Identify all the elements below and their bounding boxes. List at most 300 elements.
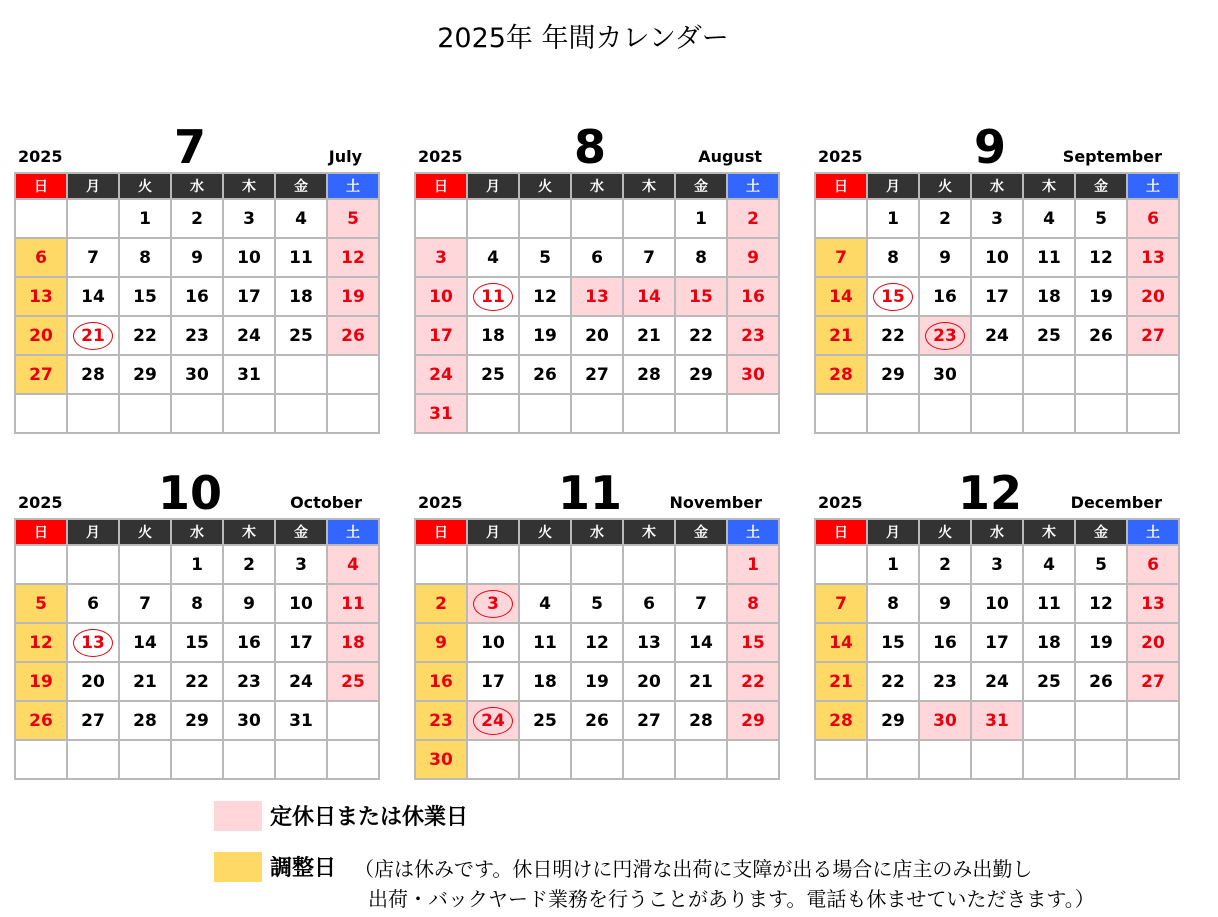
day-cell — [67, 545, 119, 584]
weekday-header: 土 — [1127, 173, 1179, 199]
day-cell: 2 — [919, 199, 971, 238]
day-cell: 17 — [275, 623, 327, 662]
day-cell: 27 — [623, 701, 675, 740]
week-row — [15, 740, 379, 779]
month-header — [814, 466, 1166, 518]
day-cell — [223, 740, 275, 779]
day-cell — [623, 740, 675, 779]
day-cell: 4 — [519, 584, 571, 623]
week-row — [15, 394, 379, 433]
day-cell — [1127, 701, 1179, 740]
day-cell — [467, 277, 519, 316]
day-cell: 6 — [15, 238, 67, 277]
weekday-header: 日 — [815, 173, 867, 199]
month-header — [814, 120, 1166, 172]
day-cell: 18 — [1023, 623, 1075, 662]
week-row — [415, 238, 779, 277]
weekday-header: 火 — [919, 173, 971, 199]
week-row — [15, 662, 379, 701]
month-number: 8 — [573, 120, 606, 174]
day-cell — [519, 394, 571, 433]
day-cell: 5 — [1075, 545, 1127, 584]
day-cell: 23 — [727, 316, 779, 355]
day-cell — [675, 394, 727, 433]
week-row — [815, 662, 1179, 701]
weekday-header: 日 — [415, 173, 467, 199]
day-cell: 27 — [571, 355, 623, 394]
calendar-grid — [14, 172, 380, 434]
circled-day: 15 — [873, 283, 913, 311]
weekday-header: 土 — [727, 519, 779, 545]
day-cell: 11 — [327, 584, 379, 623]
day-cell: 20 — [1127, 277, 1179, 316]
day-cell — [67, 740, 119, 779]
day-cell — [1023, 740, 1075, 779]
day-cell: 5 — [327, 199, 379, 238]
day-cell: 12 — [1075, 238, 1127, 277]
weekday-header: 月 — [467, 519, 519, 545]
weekday-header: 水 — [971, 519, 1023, 545]
day-cell: 24 — [223, 316, 275, 355]
day-cell: 25 — [1023, 316, 1075, 355]
day-cell: 3 — [415, 238, 467, 277]
day-cell: 2 — [727, 199, 779, 238]
day-cell: 3 — [275, 545, 327, 584]
day-cell: 28 — [815, 355, 867, 394]
day-cell: 5 — [571, 584, 623, 623]
week-row — [815, 740, 1179, 779]
week-row — [415, 316, 779, 355]
day-cell — [867, 394, 919, 433]
day-cell: 1 — [867, 199, 919, 238]
day-cell — [971, 394, 1023, 433]
circled-day: 11 — [473, 283, 513, 311]
day-cell: 13 — [571, 277, 623, 316]
day-cell — [1127, 394, 1179, 433]
week-row — [15, 277, 379, 316]
day-cell: 24 — [971, 662, 1023, 701]
day-cell — [623, 199, 675, 238]
weekday-header: 金 — [1075, 173, 1127, 199]
day-cell: 5 — [15, 584, 67, 623]
day-cell: 12 — [519, 277, 571, 316]
circled-day: 23 — [925, 322, 965, 350]
day-cell: 3 — [971, 545, 1023, 584]
week-row — [415, 277, 779, 316]
day-cell: 10 — [971, 584, 1023, 623]
day-cell — [815, 394, 867, 433]
day-cell: 18 — [275, 277, 327, 316]
day-cell — [327, 701, 379, 740]
day-cell: 5 — [1075, 199, 1127, 238]
day-cell: 17 — [415, 316, 467, 355]
month-number: 12 — [957, 466, 1022, 520]
day-cell — [467, 199, 519, 238]
weekday-header: 日 — [15, 173, 67, 199]
day-cell: 25 — [327, 662, 379, 701]
day-cell: 27 — [1127, 662, 1179, 701]
day-cell: 23 — [919, 662, 971, 701]
weekday-header: 火 — [519, 519, 571, 545]
day-cell: 20 — [1127, 623, 1179, 662]
day-cell: 31 — [971, 701, 1023, 740]
day-cell: 22 — [171, 662, 223, 701]
day-cell: 26 — [1075, 316, 1127, 355]
circled-day: 13 — [73, 629, 113, 657]
day-cell — [571, 545, 623, 584]
day-cell — [327, 394, 379, 433]
day-cell: 25 — [1023, 662, 1075, 701]
day-cell — [119, 740, 171, 779]
day-cell: 25 — [519, 701, 571, 740]
weekday-header: 火 — [519, 173, 571, 199]
day-cell: 27 — [1127, 316, 1179, 355]
day-cell: 27 — [67, 701, 119, 740]
day-cell: 21 — [119, 662, 171, 701]
day-cell: 23 — [415, 701, 467, 740]
day-cell: 26 — [1075, 662, 1127, 701]
day-cell: 22 — [867, 316, 919, 355]
day-cell: 15 — [119, 277, 171, 316]
month-english-name: November — [669, 493, 762, 512]
day-cell: 29 — [119, 355, 171, 394]
weekday-header: 水 — [971, 173, 1023, 199]
day-cell: 14 — [119, 623, 171, 662]
day-cell: 7 — [119, 584, 171, 623]
day-cell: 13 — [1127, 238, 1179, 277]
day-cell: 2 — [223, 545, 275, 584]
year-label: 2025 — [418, 147, 463, 166]
day-cell — [467, 740, 519, 779]
weekday-header: 日 — [415, 519, 467, 545]
day-cell: 31 — [275, 701, 327, 740]
week-row — [15, 701, 379, 740]
calendar-grid — [414, 518, 780, 780]
day-cell — [971, 355, 1023, 394]
month-number: 11 — [557, 466, 622, 520]
day-cell: 13 — [15, 277, 67, 316]
year-label: 2025 — [18, 147, 63, 166]
day-cell: 22 — [675, 316, 727, 355]
day-cell — [415, 199, 467, 238]
day-cell — [467, 701, 519, 740]
weekday-header: 月 — [67, 173, 119, 199]
day-cell: 6 — [67, 584, 119, 623]
day-cell: 12 — [1075, 584, 1127, 623]
day-cell: 1 — [867, 545, 919, 584]
month-calendar-november — [414, 466, 766, 780]
day-cell: 20 — [67, 662, 119, 701]
day-cell: 29 — [675, 355, 727, 394]
day-cell: 23 — [223, 662, 275, 701]
month-english-name: October — [290, 493, 362, 512]
month-english-name: September — [1062, 147, 1162, 166]
day-cell: 13 — [1127, 584, 1179, 623]
month-header — [414, 120, 766, 172]
page-title: 2025年 年間カレンダー — [437, 23, 729, 54]
month-english-name: July — [328, 147, 362, 166]
week-row — [415, 701, 779, 740]
week-row — [15, 545, 379, 584]
day-cell — [467, 394, 519, 433]
day-cell — [919, 740, 971, 779]
day-cell: 4 — [467, 238, 519, 277]
day-cell — [15, 394, 67, 433]
day-cell — [919, 394, 971, 433]
day-cell: 26 — [327, 316, 379, 355]
weekday-header: 金 — [275, 519, 327, 545]
weekday-header: 土 — [327, 173, 379, 199]
day-cell: 6 — [1127, 199, 1179, 238]
day-cell: 2 — [415, 584, 467, 623]
day-cell — [67, 394, 119, 433]
day-cell — [1127, 740, 1179, 779]
day-cell: 28 — [623, 355, 675, 394]
circled-day: 24 — [473, 707, 513, 735]
day-cell: 22 — [867, 662, 919, 701]
day-cell — [223, 394, 275, 433]
weekday-header: 水 — [571, 173, 623, 199]
day-cell — [571, 740, 623, 779]
day-cell — [815, 740, 867, 779]
day-cell: 11 — [1023, 238, 1075, 277]
day-cell — [867, 740, 919, 779]
day-cell: 12 — [15, 623, 67, 662]
weekday-header: 金 — [675, 519, 727, 545]
day-cell: 15 — [171, 623, 223, 662]
day-cell — [675, 740, 727, 779]
day-cell: 7 — [815, 238, 867, 277]
circled-day: 21 — [73, 322, 113, 350]
day-cell — [275, 740, 327, 779]
week-row — [815, 584, 1179, 623]
month-english-name: December — [1070, 493, 1162, 512]
week-row — [415, 394, 779, 433]
day-cell: 25 — [275, 316, 327, 355]
month-number: 10 — [157, 466, 222, 520]
week-row — [415, 545, 779, 584]
day-cell: 31 — [415, 394, 467, 433]
week-row — [815, 199, 1179, 238]
weekday-header: 金 — [275, 173, 327, 199]
day-cell — [415, 545, 467, 584]
day-cell: 18 — [1023, 277, 1075, 316]
weekday-header: 火 — [919, 519, 971, 545]
day-cell: 19 — [1075, 277, 1127, 316]
week-row — [15, 355, 379, 394]
day-cell: 24 — [971, 316, 1023, 355]
weekday-header: 月 — [67, 519, 119, 545]
day-cell: 14 — [67, 277, 119, 316]
day-cell — [727, 740, 779, 779]
day-cell: 16 — [415, 662, 467, 701]
day-cell: 22 — [119, 316, 171, 355]
week-row — [15, 623, 379, 662]
week-row — [815, 701, 1179, 740]
day-cell: 1 — [675, 199, 727, 238]
day-cell — [467, 584, 519, 623]
day-cell: 21 — [815, 662, 867, 701]
day-cell: 16 — [919, 277, 971, 316]
day-cell: 31 — [223, 355, 275, 394]
week-row — [415, 662, 779, 701]
day-cell: 12 — [327, 238, 379, 277]
weekday-header: 水 — [571, 519, 623, 545]
week-row — [415, 199, 779, 238]
day-cell: 12 — [571, 623, 623, 662]
day-cell — [1023, 394, 1075, 433]
day-cell: 24 — [275, 662, 327, 701]
day-cell: 29 — [867, 355, 919, 394]
day-cell: 14 — [815, 623, 867, 662]
day-cell: 28 — [119, 701, 171, 740]
day-cell — [971, 740, 1023, 779]
weekday-header: 土 — [1127, 519, 1179, 545]
day-cell — [15, 545, 67, 584]
day-cell: 1 — [119, 199, 171, 238]
day-cell — [67, 623, 119, 662]
day-cell: 30 — [223, 701, 275, 740]
week-row — [415, 355, 779, 394]
week-row — [15, 199, 379, 238]
day-cell — [327, 355, 379, 394]
weekday-header: 日 — [815, 519, 867, 545]
weekday-header: 木 — [1023, 519, 1075, 545]
month-header — [414, 466, 766, 518]
weekday-header: 金 — [675, 173, 727, 199]
day-cell: 1 — [727, 545, 779, 584]
day-cell — [171, 740, 223, 779]
day-cell — [275, 394, 327, 433]
week-row — [415, 584, 779, 623]
week-row — [815, 238, 1179, 277]
day-cell: 21 — [623, 316, 675, 355]
weekday-header: 木 — [223, 173, 275, 199]
circled-day: 3 — [473, 590, 513, 618]
day-cell: 19 — [327, 277, 379, 316]
day-cell: 22 — [727, 662, 779, 701]
calendar-grid — [414, 172, 780, 434]
day-cell: 20 — [571, 316, 623, 355]
day-cell — [275, 355, 327, 394]
weekday-header: 水 — [171, 519, 223, 545]
day-cell: 8 — [727, 584, 779, 623]
weekday-header: 火 — [119, 519, 171, 545]
day-cell: 6 — [623, 584, 675, 623]
day-cell: 9 — [727, 238, 779, 277]
day-cell: 2 — [171, 199, 223, 238]
week-row — [415, 623, 779, 662]
adjust-note-line2: 出荷・バックヤード業務を行うことがあります。電話も休ませていただきます。） — [368, 887, 1095, 911]
holiday-swatch — [214, 801, 262, 831]
day-cell: 19 — [15, 662, 67, 701]
day-cell — [675, 545, 727, 584]
day-cell: 13 — [623, 623, 675, 662]
day-cell: 26 — [571, 701, 623, 740]
day-cell: 28 — [815, 701, 867, 740]
day-cell: 29 — [171, 701, 223, 740]
weekday-header: 月 — [867, 519, 919, 545]
day-cell: 29 — [727, 701, 779, 740]
day-cell: 14 — [675, 623, 727, 662]
month-calendar-july — [14, 120, 366, 434]
week-row — [815, 394, 1179, 433]
month-calendar-october — [14, 466, 366, 780]
day-cell: 10 — [415, 277, 467, 316]
day-cell: 6 — [571, 238, 623, 277]
day-cell — [571, 394, 623, 433]
year-label: 2025 — [818, 147, 863, 166]
weekday-header: 土 — [327, 519, 379, 545]
week-row — [415, 740, 779, 779]
day-cell — [119, 545, 171, 584]
day-cell — [1075, 701, 1127, 740]
weekday-header: 日 — [15, 519, 67, 545]
day-cell: 1 — [171, 545, 223, 584]
day-cell — [727, 394, 779, 433]
day-cell: 15 — [675, 277, 727, 316]
day-cell: 17 — [467, 662, 519, 701]
day-cell: 9 — [415, 623, 467, 662]
day-cell — [15, 199, 67, 238]
day-cell: 7 — [623, 238, 675, 277]
day-cell: 16 — [919, 623, 971, 662]
weekday-header: 土 — [727, 173, 779, 199]
day-cell: 19 — [1075, 623, 1127, 662]
day-cell: 26 — [15, 701, 67, 740]
calendar-grid — [814, 172, 1180, 434]
day-cell: 8 — [171, 584, 223, 623]
week-row — [15, 238, 379, 277]
day-cell: 30 — [415, 740, 467, 779]
day-cell — [119, 394, 171, 433]
day-cell: 15 — [727, 623, 779, 662]
day-cell: 15 — [867, 623, 919, 662]
day-cell: 14 — [815, 277, 867, 316]
day-cell: 17 — [971, 623, 1023, 662]
day-cell: 10 — [971, 238, 1023, 277]
day-cell: 9 — [171, 238, 223, 277]
day-cell — [623, 394, 675, 433]
day-cell: 18 — [327, 623, 379, 662]
day-cell: 30 — [919, 355, 971, 394]
day-cell: 9 — [919, 584, 971, 623]
month-header — [14, 466, 366, 518]
day-cell — [1023, 701, 1075, 740]
calendar-grid — [814, 518, 1180, 780]
day-cell: 3 — [223, 199, 275, 238]
weekday-header: 木 — [623, 519, 675, 545]
day-cell — [1075, 394, 1127, 433]
week-row — [15, 584, 379, 623]
day-cell: 8 — [867, 238, 919, 277]
day-cell: 4 — [1023, 199, 1075, 238]
day-cell: 8 — [119, 238, 171, 277]
year-label: 2025 — [418, 493, 463, 512]
adjust-swatch — [214, 852, 262, 882]
day-cell: 21 — [815, 316, 867, 355]
day-cell — [815, 199, 867, 238]
day-cell: 7 — [675, 584, 727, 623]
day-cell: 28 — [675, 701, 727, 740]
month-calendar-august — [414, 120, 766, 434]
day-cell: 6 — [1127, 545, 1179, 584]
year-label: 2025 — [18, 493, 63, 512]
day-cell: 8 — [867, 584, 919, 623]
day-cell: 30 — [171, 355, 223, 394]
adjust-legend-label: 調整日 — [270, 856, 337, 881]
day-cell: 4 — [1023, 545, 1075, 584]
